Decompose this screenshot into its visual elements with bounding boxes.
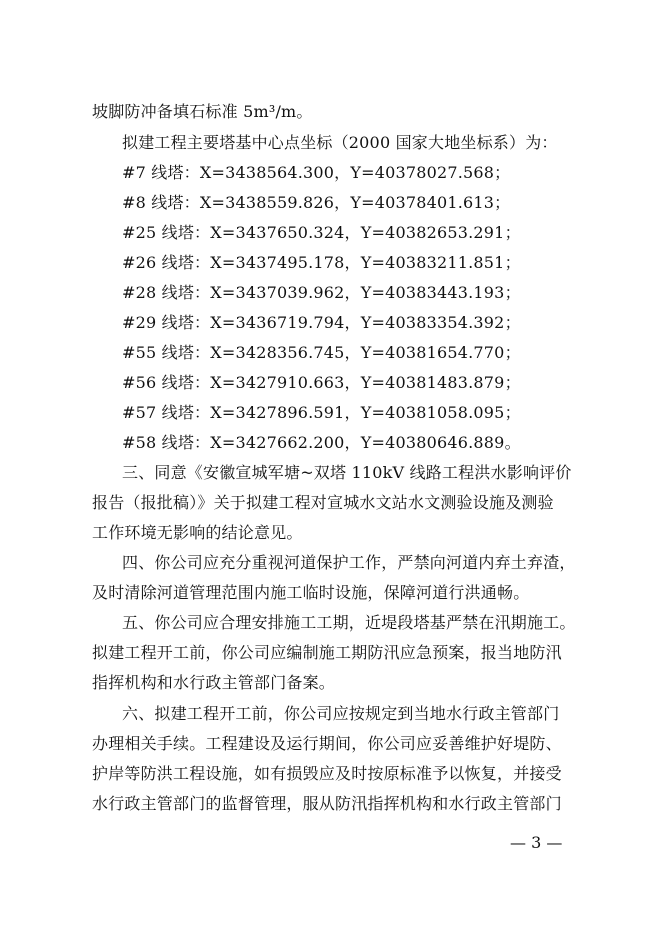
paragraph-6-line-3: 护岸等防洪工程设施，如有损毁应及时按原标准予以恢复，并接受	[92, 764, 562, 783]
paragraph-4-line-2: 及时清除河道管理范围内施工临时设施，保障河道行洪通畅。	[92, 583, 530, 602]
tower-coordinate-57: #57 线塔：X=3427896.591，Y=40381058.095；	[122, 403, 521, 422]
text-line-1: 坡脚防冲备填石标准 5m³/m。	[92, 102, 313, 121]
paragraph-5-line-1: 五、你公司应合理安排施工工期，近堤段塔基严禁在汛期施工。	[122, 613, 576, 632]
tower-coordinate-29: #29 线塔：X=3436719.794，Y=40383354.392；	[122, 313, 521, 332]
tower-coordinate-28: #28 线塔：X=3437039.962，Y=40383443.193；	[122, 283, 521, 302]
paragraph-3-line-3: 工作环境无影响的结论意见。	[92, 523, 303, 542]
paragraph-4-line-1: 四、你公司应充分重视河道保护工作，严禁向河道内弃土弃渣，	[122, 553, 576, 572]
page-number: — 3 —	[510, 833, 563, 852]
paragraph-5-line-2: 拟建工程开工前，你公司应编制施工期防汛应急预案，报当地防汛	[92, 643, 562, 662]
paragraph-3-line-2: 报告（报批稿）》关于拟建工程对宣城水文站水文测验设施及测验	[92, 493, 554, 512]
text-line-2: 拟建工程主要塔基中心点坐标（2000 国家大地坐标系）为：	[122, 133, 558, 152]
paragraph-6-line-2: 办理相关手续。工程建设及运行期间，你公司应妥善维护好堤防、	[92, 734, 562, 753]
tower-coordinate-8: #8 线塔：X=3438559.826，Y=40378401.613；	[122, 193, 511, 212]
tower-coordinate-25: #25 线塔：X=3437650.324，Y=40382653.291；	[122, 223, 521, 242]
tower-coordinate-58: #58 线塔：X=3427662.200，Y=40380646.889。	[122, 433, 521, 452]
paragraph-3-line-1: 三、同意《安徽宣城军塘~双塔 110kV 线路工程洪水影响评价	[122, 463, 572, 482]
paragraph-5-line-3: 指挥机构和水行政主管部门备案。	[92, 673, 336, 692]
tower-coordinate-7: #7 线塔：X=3438564.300，Y=40378027.568；	[122, 163, 511, 182]
tower-coordinate-56: #56 线塔：X=3427910.663，Y=40381483.879；	[122, 373, 521, 392]
paragraph-6-line-1: 六、拟建工程开工前，你公司应按规定到当地水行政主管部门	[122, 704, 560, 723]
paragraph-6-line-4: 水行政主管部门的监督管理，服从防汛指挥机构和水行政主管部门	[92, 794, 562, 813]
tower-coordinate-26: #26 线塔：X=3437495.178，Y=40383211.851；	[122, 253, 521, 272]
tower-coordinate-55: #55 线塔：X=3428356.745，Y=40381654.770；	[122, 343, 521, 362]
